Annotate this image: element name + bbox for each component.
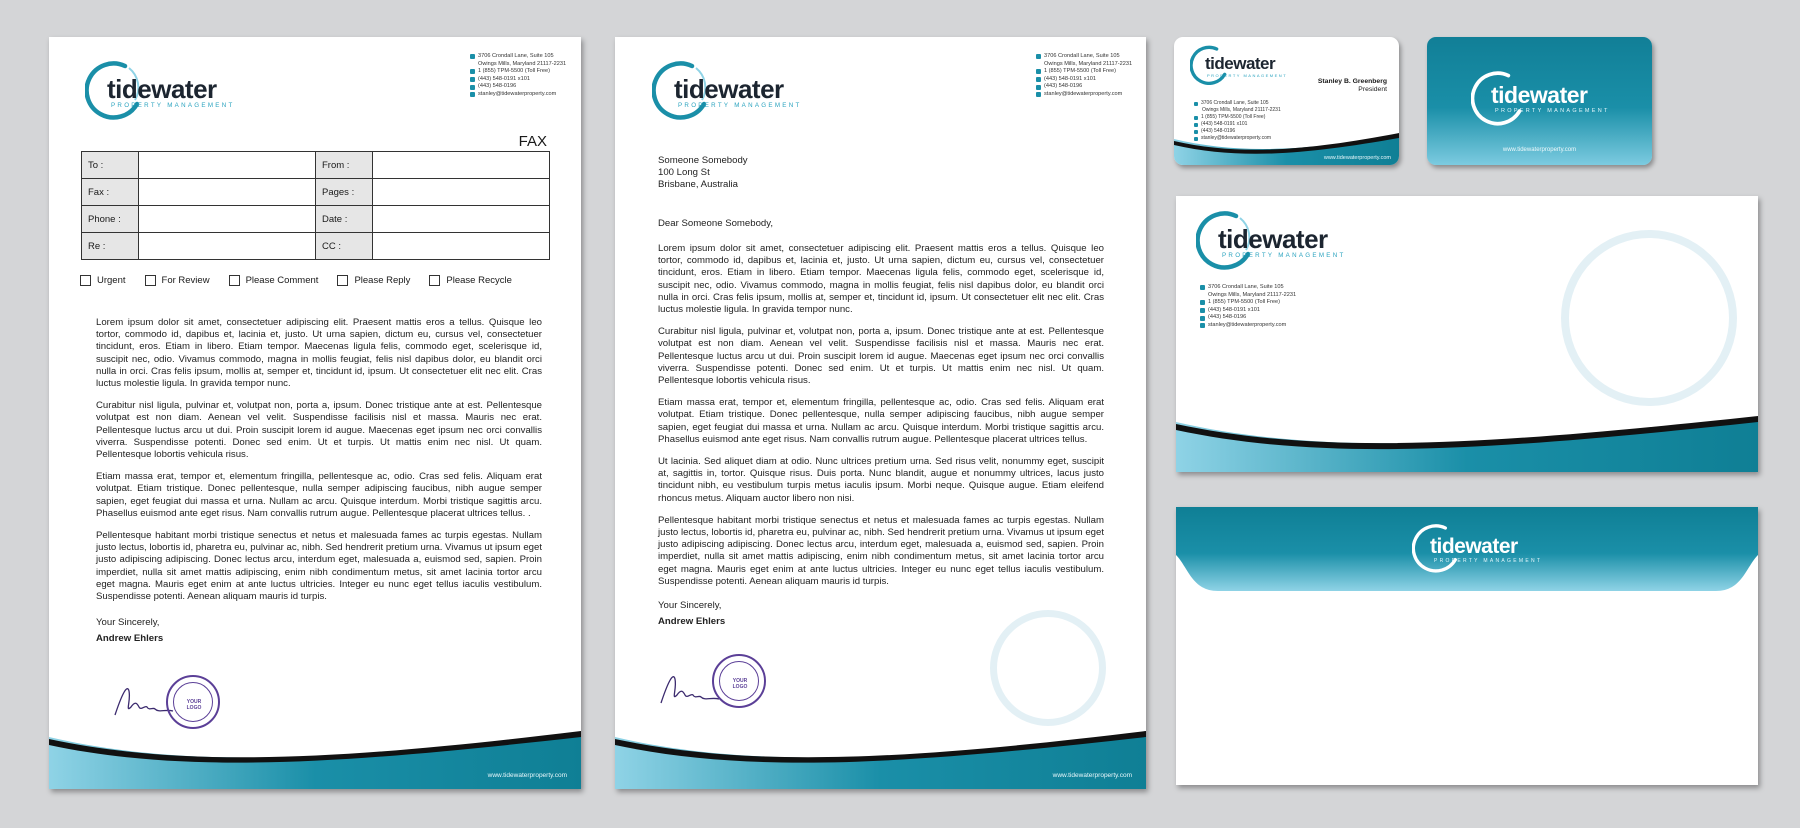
checkbox-please-comment[interactable]: Please Comment — [229, 275, 319, 286]
signer-name: Andrew Ehlers — [96, 633, 164, 645]
logo-wordmark: tidewater — [1218, 224, 1328, 254]
location-icon — [1036, 54, 1041, 59]
watermark-circle — [1561, 230, 1737, 406]
cc-field[interactable] — [373, 233, 550, 260]
closing: Your Sincerely, — [96, 617, 160, 629]
brand-logo — [652, 60, 802, 120]
salutation: Dear Someone Somebody, — [658, 218, 774, 229]
footer-wave — [49, 725, 581, 789]
location-icon — [1200, 285, 1205, 290]
brand-logo — [85, 60, 235, 120]
fax-sheet — [49, 37, 581, 789]
fax-checkboxes — [80, 275, 512, 286]
logo-wordmark: tidewater — [1491, 82, 1588, 108]
closing: Your Sincerely, — [658, 600, 722, 612]
phone-icon — [1194, 123, 1198, 127]
checkbox-please-reply[interactable]: Please Reply — [337, 275, 410, 286]
phone-icon — [1036, 77, 1041, 82]
business-card-back — [1427, 37, 1652, 165]
from-field[interactable] — [373, 152, 550, 179]
checkbox-urgent[interactable]: Urgent — [80, 275, 126, 286]
logo-tagline: PROPERTY MANAGEMENT — [1495, 108, 1610, 114]
seal-stamp: YOUR LOGO — [166, 675, 220, 729]
seal-stamp: YOUR LOGO — [712, 654, 766, 708]
email-icon — [470, 92, 475, 97]
checkbox-please-recycle[interactable]: Please Recycle — [429, 275, 511, 286]
logo-tagline: PROPERTY MANAGEMENT — [1222, 252, 1346, 259]
footer-url: www.tidewaterproperty.com — [487, 772, 567, 779]
email-icon — [1036, 92, 1041, 97]
contact-block: 3706 Crondall Lane, Suite 105 Owings Mills, Maryland 21117-2231 1 (855) TPM-5500 (Toll Free) (443) 548-0191 x101 (443) 548-0196 stanley@tidewaterproperty.com — [1200, 284, 1296, 330]
business-card-front — [1174, 37, 1399, 165]
phone-icon — [470, 69, 475, 74]
brand-logo — [1196, 210, 1346, 270]
card-person: Stanley B. Greenberg President — [1317, 78, 1387, 94]
to-field[interactable] — [139, 152, 316, 179]
envelope-back — [1176, 507, 1758, 785]
checkbox-for-review[interactable]: For Review — [145, 275, 210, 286]
phone-icon — [1200, 300, 1205, 305]
fax-body: Lorem ipsum dolor sit amet, consectetuer adipiscing elit. Praesent mattis eros a tellus. Quisque leo tortor, commodo id, dapibus et, lacinia et, justo. Ut urna sapien, dictum eu, cursus vel, consectetuer tincidunt, eros. Etiam in libero. Etiam tempor. Maecenas ligula felis, commodo eget, scelerisque id, suscipit nec, odio. Vivamus commodo, magna in mollis feugiat, felis nisl dapibus dolor, eu blandit orci nulla in orci. Cras felis ipsum, mollis at, semper et, tincidunt id, ipsum. Ut consectetuer elit nec elit. Cras luctus molestie ligula. In gravida tempor nunc. Curabitur nisl ligula, pulvinar et, volutpat non, porta a, ipsum. Donec tristique ante at est. Pellentesque volutpat est non diam. Aenean vel velit. Suspendisse facilisis nisl et massa. Mauris nec erat. Pellentesque luctus arcu ut dui. Proin suscipit lorem id augue. Maecenas eget ipsum nec orci convallis viverra. Suspendisse potenti. Donec sed enim. Ut et turpis. Ut mattis enim nec nisl. Ut quam. Pellentesque lobortis vehicula risus. Etiam massa erat, tempor et, elementum fringilla, pellentesque ac, odio. Cras sed felis. Aliquam erat volutpat. Etiam tristique. Donec pellentesque, nulla semper adipiscing faucibus, nibh augue semper sapien, eget feugiat dui massa et urna. Nullam ac arcu. Quisque interdum. Morbi tristique sagittis arcu. Phasellus euismod ante eget risus. Nam convallis rutrum augue. Pellentesque placerat ultrices tellus. . Pellentesque habitant morbi tristique senectus et netus et malesuada fames ac turpis egestas. Nullam justo lectus, lobortis id, pharetra eu, pulvinar ac, nibh. Sed hendrerit pretium urna. Vivamus ut ipsum eget justo adipiscing adipiscing. Donec lectus arcu, interdum eget, malesuada a, euismod sed, sapien. Proin imperdiet, nulla sit amet mattis adipiscing, enim nibh condimentum metus, sit amet lacinia tortor arcu eget magna. Mauris eget enim at ante luctus ultricies. Integer eu nunc eget tellus iaculis vestibulum. Suspendisse potenti. Aenean aliquam mauris id turpis. Your Sincerely, Andrew Ehlers — [96, 317, 542, 645]
table-row: Fax : Pages : — [82, 179, 550, 206]
footer-wave — [1176, 414, 1758, 472]
pages-field[interactable] — [373, 179, 550, 206]
logo-wordmark: tidewater — [107, 74, 217, 104]
fax-fields-table — [81, 151, 550, 260]
phone-icon — [470, 77, 475, 82]
letter-body: Lorem ipsum dolor sit amet, consectetuer adipiscing elit. Praesent mattis eros a tellus. Quisque leo tortor, commodo id, dapibus et, lacinia et, justo. Ut urna sapien, dictum eu, cursus vel, consectetuer tincidunt, eros. Etiam in libero. Etiam tempor. Maecenas ligula felis, commodo eget, scelerisque id, suscipit nec, odio. Vivamus commodo, magna in mollis feugiat, felis nisl dapibus dolor, eu blandit orci nulla in orci. Cras felis ipsum, mollis at, semper et, tincidunt id, ipsum. Ut consectetuer elit nec elit. Cras luctus molestie ligula. In gravida tempor nunc. Curabitur nisl ligula, pulvinar et, volutpat non, porta a, ipsum. Donec tristique ante at est. Pellentesque volutpat est non diam. Aenean vel velit. Suspendisse facilisis nisl et massa. Mauris nec erat. Pellentesque luctus arcu ut dui. Proin suscipit lorem id augue. Maecenas eget ipsum nec orci convallis viverra. Suspendisse potenti. Donec sed enim. Ut et turpis. Ut mattis enim nec nisl. Ut quam. Pellentesque lobortis vehicula risus. Etiam massa erat, tempor et, elementum fringilla, pellentesque ac, odio. Cras sed felis. Aliquam erat volutpat. Etiam tristique. Donec pellentesque, nulla semper adipiscing faucibus, nibh augue semper sapien, eget feugiat dui massa et urna. Nullam ac arcu. Quisque interdum. Morbi tristique sagittis arcu. Phasellus euismod ante eget risus. Nam convallis rutrum augue. Pellentesque placerat ultrices tellus. Ut lacinia. Sed aliquet diam at odio. Nunc ultrices pretium urna. Sed risus velit, nonummy eget, suscipit at, sagittis in, tortor. Quisque risus. Duis porta. Nunc blandit, augue et nonummy ultrices, lacus justo tincidunt nibh, eu vestibulum turpis metus iaculis ipsum. Morbi neque. Quisque augue. Etiam eleifend rhoncus metus. Aliquam auctor libero non nisi. Pellentesque habitant morbi tristique senectus et netus et malesuada fames ac turpis egestas. Nullam justo lectus, lobortis id, pharetra eu, pulvinar ac, nibh. Sed hendrerit pretium urna. Vivamus ut ipsum eget justo adipiscing adipiscing. Donec lectus arcu, interdum eget, malesuada a, euismod sed, sapien. Proin imperdiet, nulla sit amet mattis adipiscing, enim nibh condimentum metus, sit amet lacinia tortor arcu eget magna. Mauris eget enim at ante luctus ultricies. Integer eu nunc eget tellus iaculis vestibulum. Suspendisse potenti. Aenean aliquam mauris id turpis. Your Sincerely, Andrew Ehlers — [658, 243, 1104, 628]
logo-wordmark: tidewater — [674, 74, 784, 104]
logo-tagline: PROPERTY MANAGEMENT — [111, 102, 235, 109]
brand-logo — [1471, 70, 1611, 126]
contact-block: 3706 Crondall Lane, Suite 105 Owings Mills, Maryland 21117-2231 1 (855) TPM-5500 (Toll Free) (443) 548-0191 x101 (443) 548-0196 stanley@tidewaterproperty.com — [470, 53, 566, 99]
fax-field[interactable] — [139, 179, 316, 206]
fax-icon — [1036, 85, 1041, 90]
footer-url: www.tidewaterproperty.com — [1052, 772, 1132, 779]
logo-tagline: PROPERTY MANAGEMENT — [1434, 558, 1543, 564]
card-url: www.tidewaterproperty.com — [1502, 147, 1577, 153]
letterhead — [615, 37, 1146, 789]
fax-heading: FAX — [518, 133, 547, 150]
logo-wordmark: tidewater — [1205, 54, 1276, 73]
phone-field[interactable] — [139, 206, 316, 233]
envelope-front — [1176, 196, 1758, 472]
footer-url: www.tidewaterproperty.com — [1323, 155, 1391, 161]
recipient-block: Someone Somebody 100 Long St Brisbane, Australia — [658, 155, 748, 191]
footer-wave — [615, 725, 1146, 789]
location-icon — [1194, 102, 1198, 106]
table-row: Phone : Date : — [82, 206, 550, 233]
contact-block: 3706 Crondall Lane, Suite 105 Owings Mills, Maryland 21117-2231 1 (855) TPM-5500 (Toll Free) (443) 548-0191 x101 (443) 548-0196 stanley@tidewaterproperty.com — [1194, 100, 1281, 142]
logo-tagline: PROPERTY MANAGEMENT — [678, 102, 802, 109]
table-row: To : From : — [82, 152, 550, 179]
location-icon — [470, 54, 475, 59]
phone-icon — [1200, 308, 1205, 313]
phone-icon — [1036, 69, 1041, 74]
brand-logo — [1190, 45, 1300, 85]
fax-icon — [470, 85, 475, 90]
date-field[interactable] — [373, 206, 550, 233]
logo-wordmark: tidewater — [1430, 535, 1518, 558]
re-field[interactable] — [139, 233, 316, 260]
brand-logo — [1412, 523, 1542, 573]
email-icon — [1200, 323, 1205, 328]
fax-icon — [1200, 316, 1205, 321]
contact-block: 3706 Crondall Lane, Suite 105 Owings Mills, Maryland 21117-2231 1 (855) TPM-5500 (Toll Free) (443) 548-0191 x101 (443) 548-0196 stanley@tidewaterproperty.com — [1036, 53, 1132, 99]
logo-tagline: PROPERTY MANAGEMENT — [1207, 73, 1288, 78]
table-row: Re : CC : — [82, 233, 550, 260]
watermark-circle — [990, 610, 1106, 726]
signer-name: Andrew Ehlers — [658, 616, 726, 628]
phone-icon — [1194, 116, 1198, 120]
